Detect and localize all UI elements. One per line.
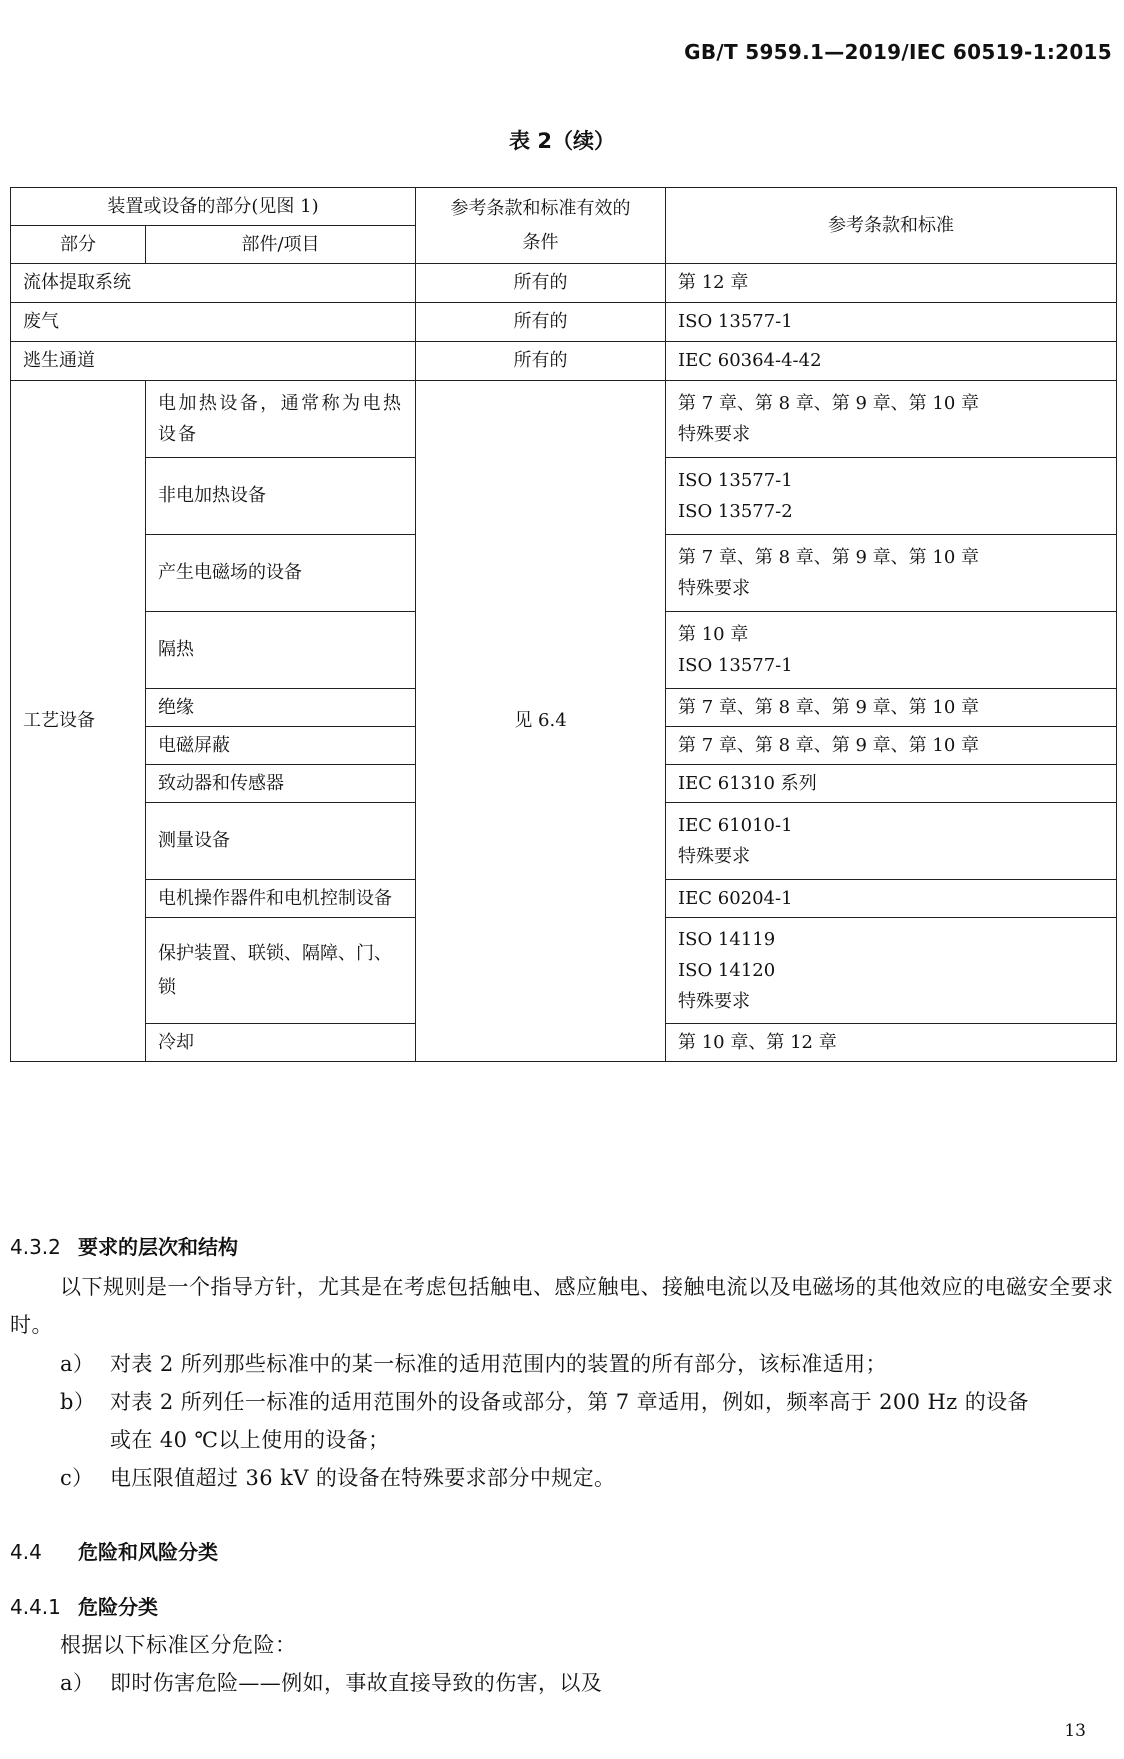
ref-cell: 第 10 章 ISO 13577-1 [666,612,1117,689]
section-number: 4.4 [10,1540,42,1564]
ref-cell: 第 7 章、第 8 章、第 9 章、第 10 章 特殊要求 [666,381,1117,458]
item-cell: 致动器和传感器 [146,765,416,803]
cond-cell: 所有的 [416,342,666,381]
item-cell: 测量设备 [146,803,416,880]
header-group-cell: 装置或设备的部分(见图 1) [11,188,416,226]
part-cell: 废气 [11,303,416,342]
item-cell: 非电加热设备 [146,458,416,535]
item-cell: 电磁屏蔽 [146,727,416,765]
section-number: 4.3.2 [10,1235,61,1259]
header-ref-cell: 参考条款和标准 [666,188,1117,264]
header-item-cell: 部件/项目 [146,226,416,264]
table-row [11,381,1117,458]
section-title: 危险分类 [78,1595,158,1619]
ref-cell: ISO 14119 ISO 14120 特殊要求 [666,918,1117,1024]
ref-cell: IEC 60204-1 [666,880,1117,918]
ref-cell: IEC 61310 系列 [666,765,1117,803]
list-item: c） 电压限值超过 36 kV 的设备在特殊要求部分中规定。 [60,1466,616,1490]
table-row [11,303,1117,342]
table-row [11,264,1117,303]
part-cell: 流体提取系统 [11,264,416,303]
ref-cell: ISO 13577-1 ISO 13577-2 [666,458,1117,535]
page-number: 13 [1064,1721,1086,1741]
section-title: 要求的层次和结构 [78,1235,238,1259]
part-cell: 逃生通道 [11,342,416,381]
ref-cell: 第 7 章、第 8 章、第 9 章、第 10 章 [666,727,1117,765]
item-cell: 保护装置、联锁、隔障、门、锁 [146,918,416,1024]
section-title: 危险和风险分类 [78,1540,218,1564]
document-header: GB/T 5959.1—2019/IEC 60519-1:2015 [684,40,1112,64]
part-cell-process: 工艺设备 [11,381,146,1062]
section-heading-4-3-2 [10,1231,238,1260]
ref-cell: IEC 60364-4-42 [666,342,1117,381]
item-cell: 电加热设备，通常称为电热设备 [146,381,416,458]
cond-cell-process: 见 6.4 [416,381,666,1062]
list-item: a） 对表 2 所列那些标准中的某一标准的适用范围内的装置的所有部分，该标准适用； [60,1352,887,1376]
ref-cell: 第 7 章、第 8 章、第 9 章、第 10 章 [666,689,1117,727]
header-part-cell: 部分 [11,226,146,264]
item-cell: 冷却 [146,1024,416,1062]
ref-cell: 第 7 章、第 8 章、第 9 章、第 10 章 特殊要求 [666,535,1117,612]
cond-cell: 所有的 [416,303,666,342]
paragraph: 以下规则是一个指导方针，尤其是在考虑包括触电、感应触电、接触电流以及电磁场的其他效应的电磁安全要求时。 [10,1275,1114,1337]
table-row [11,342,1117,381]
section-heading-4-4 [10,1536,218,1565]
section-heading-4-4-1 [10,1591,158,1620]
item-cell: 产生电磁场的设备 [146,535,416,612]
table-caption: 表 2（续） [509,129,615,153]
ref-cell: ISO 13577-1 [666,303,1117,342]
list-item: a） 即时伤害危险——例如，事故直接导致的伤害，以及 [60,1671,603,1695]
requirements-table [10,187,1117,1062]
item-cell: 电机操作器件和电机控制设备 [146,880,416,918]
paragraph: 根据以下标准区分危险： [60,1633,297,1657]
list-item: b） 对表 2 所列任一标准的适用范围外的设备或部分，第 7 章适用，例如，频率高于 200 Hz 的设备 或在 40 ℃以上使用的设备； [60,1390,1029,1452]
header-cond-cell: 参考条款和标准有效的条件 [416,188,666,264]
ref-cell: 第 12 章 [666,264,1117,303]
cond-cell: 所有的 [416,264,666,303]
item-cell: 绝缘 [146,689,416,727]
section-number: 4.4.1 [10,1595,61,1619]
ref-cell: IEC 61010-1 特殊要求 [666,803,1117,880]
ref-cell: 第 10 章、第 12 章 [666,1024,1117,1062]
item-cell: 隔热 [146,612,416,689]
